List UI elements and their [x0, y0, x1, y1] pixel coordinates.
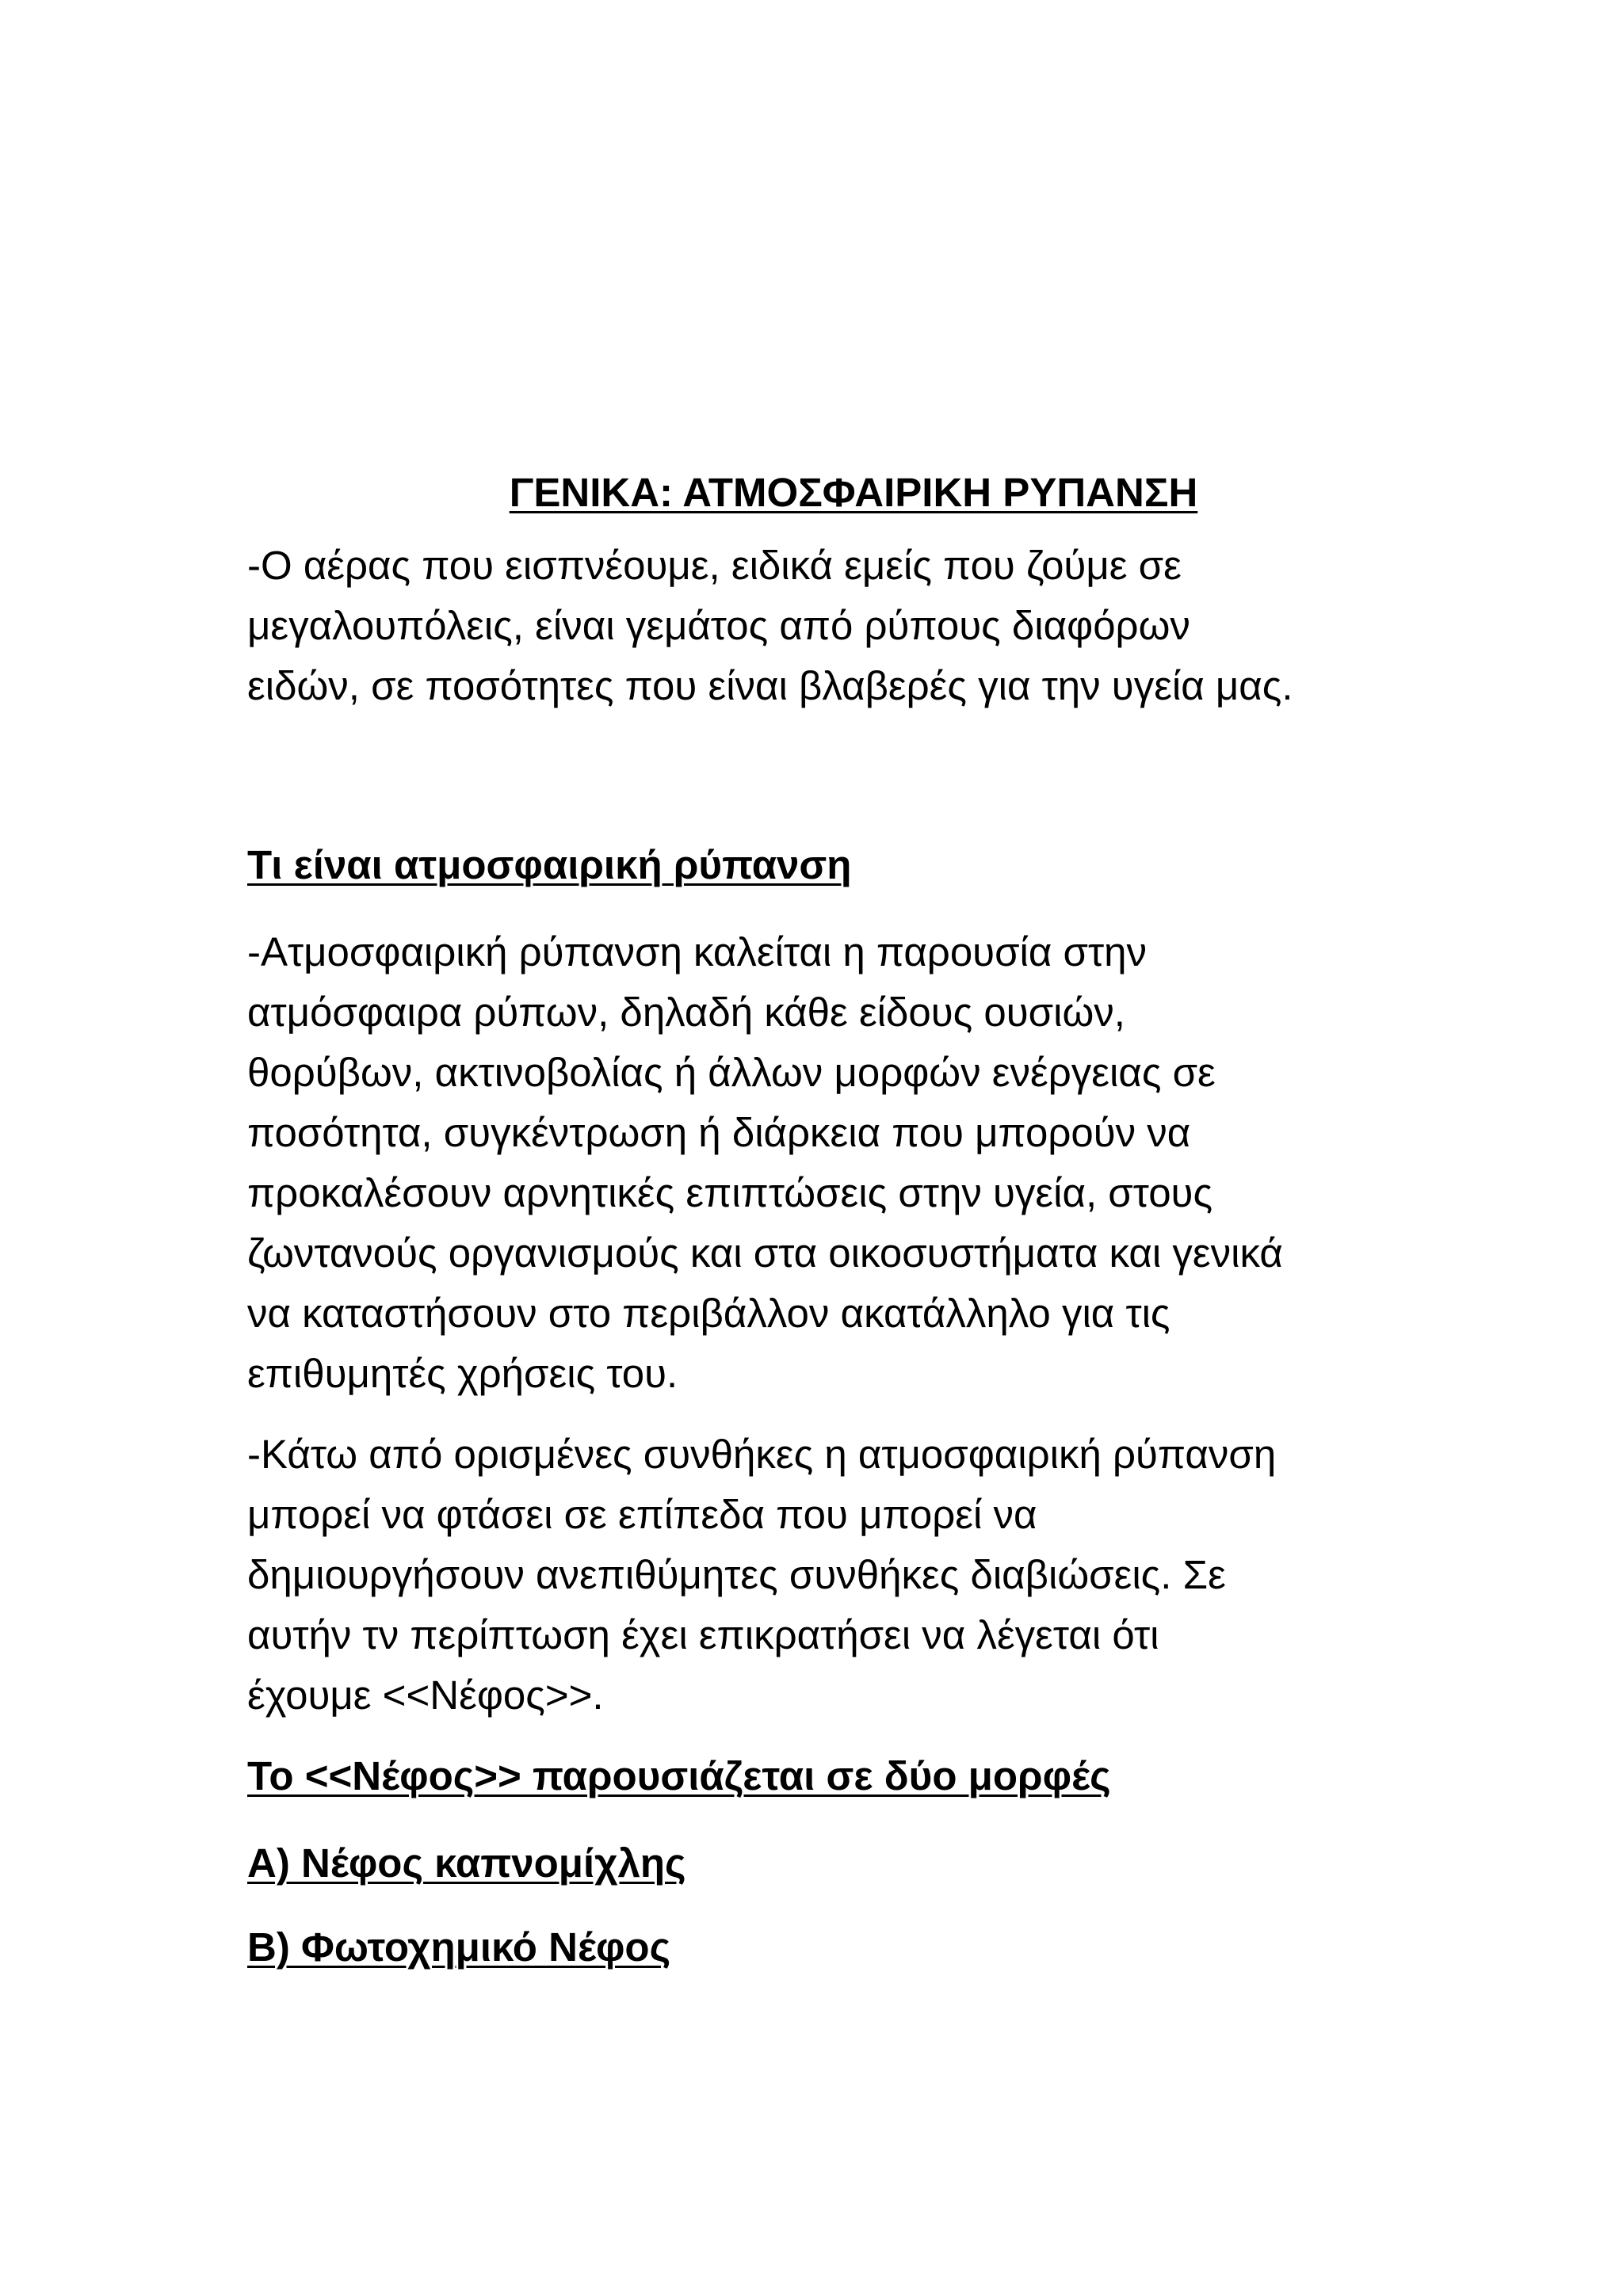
form-a-heading: Α) Νέφος καπνομίχλης — [247, 1840, 686, 1886]
form-b-heading: Β) Φωτοχημικό Νέφος — [247, 1924, 671, 1970]
forms-heading: Το <<Νέφος>> παρουσιάζεται σε δύο μορφές — [247, 1753, 1111, 1798]
section-heading: Τι είναι ατμοσφαιρική ρύπανση — [247, 842, 852, 887]
intro-paragraph: -Ο αέρας που εισπνέουμε, ειδικά εμείς που ζούμε σε μεγαλουπόλεις, είναι γεμάτος από ρύπους διαφόρων ειδών, σε ποσότητες που είναι βλαβερές για την υγεία μας. — [247, 543, 1293, 708]
definition-paragraph: -Ατμοσφαιρική ρύπανση καλείται η παρουσία στην ατμόσφαιρα ρύπων, δηλαδή κάθε είδους ουσιών, θορύβων, ακτινοβολίας ή άλλων μορφών ενέργειας σε ποσότητα, συγκέντρωση ή διάρκεια που μπορούν να προκαλέσουν αρνητικές επιπτώσεις στην υγεία, στους ζωντανούς οργανισμούς και στα οικοσυστήματα και γενικά να καταστήσουν στο περιβάλλον ακατάλληλο για τις επιθυμητές χρήσεις του. — [247, 929, 1283, 1396]
conditions-paragraph: -Κάτω από ορισμένες συνθήκες η ατμοσφαιρική ρύπανση μπορεί να φτάσει σε επίπεδα που μπορεί να δημιουργήσουν ανεπιθύμητες συνθήκες διαβιώσεις. Σε αυτήν τν περίπτωση έχει επικρατήσει να λέγεται ότι έχουμε <<Νέφος>>. — [247, 1432, 1277, 1718]
document-title: ΓΕΝΙΚΑ: ΑΤΜΟΣΦΑΙΡΙΚΗ ΡΥΠΑΝΣΗ — [509, 470, 1198, 515]
document-body — [247, 458, 1388, 2001]
